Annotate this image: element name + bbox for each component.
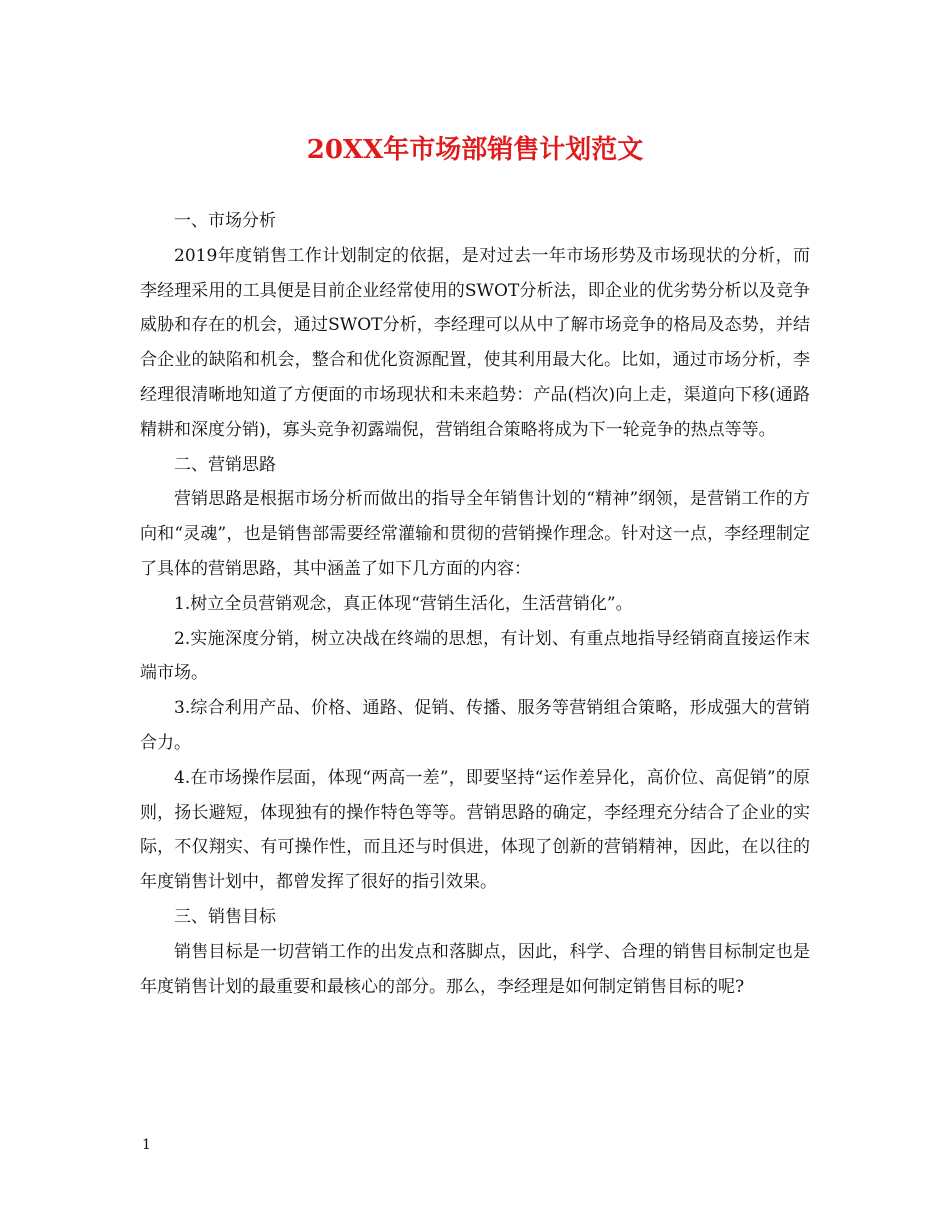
- document-body: [140, 204, 810, 1004]
- paragraph-market-analysis: 2019年度销售工作计划制定的依据，是对过去一年市场形势及市场现状的分析，而李经理采用的工具便是目前企业经常使用的SWOT分析法，即企业的优劣势分析以及竞争威胁和存在的机会，通过SWOT分析，李经理可以从中了解市场竞争的格局及态势，并结合企业的缺陷和机会，整合和优化资源配置，使其利用最大化。比如，通过市场分析，李经理很清晰地知道了方便面的市场现状和未来趋势：产品(档次)向上走，渠道向下移(通路精耕和深度分销)，寡头竞争初露端倪，营销组合策略将成为下一轮竞争的热点等等。: [140, 245, 810, 440]
- list-item-3: 3.综合利用产品、价格、通路、促销、传播、服务等营销组合策略，形成强大的营销合力。: [140, 698, 810, 753]
- page-number: 1: [142, 1137, 151, 1153]
- list-item-2: 2.实施深度分销，树立决战在终端的思想，有计划、有重点地指导经销商直接运作末端市场。: [140, 628, 810, 684]
- section-heading-market-analysis: 一、市场分析: [174, 211, 276, 231]
- document-title: 20XX年市场部销售计划范文: [306, 135, 644, 165]
- list-item-4: 4.在市场操作层面，体现“两高一差”，即要坚持“运作差异化，高价位、高促销”的原则，扬长避短，体现独有的操作特色等等。营销思路的确定，李经理充分结合了企业的实际，不仅翔实、有可操作性，而且还与时俱进，体现了创新的营销精神，因此，在以往的年度销售计划中，都曾发挥了很好的指引效果。: [140, 767, 810, 893]
- paragraph-sales-target: 销售目标是一切营销工作的出发点和落脚点，因此，科学、合理的销售目标制定也是年度销售计划的最重要和最核心的部分。那么，李经理是如何制定销售目标的呢?: [140, 941, 810, 997]
- list-item-1: 1.树立全员营销观念，真正体现“营销生活化，生活营销化”。: [174, 593, 633, 614]
- paragraph-marketing-ideas: 营销思路是根据市场分析而做出的指导全年销售计划的“精神”纲领，是营销工作的方向和“灵魂”，也是销售部需要经常灌输和贯彻的营销操作理念。针对这一点，李经理制定了具体的营销思路，其中涵盖了如下几方面的内容：: [140, 489, 810, 579]
- section-heading-marketing-ideas: 二、营销思路: [174, 454, 276, 475]
- section-heading-sales-target: 三、销售目标: [174, 906, 276, 927]
